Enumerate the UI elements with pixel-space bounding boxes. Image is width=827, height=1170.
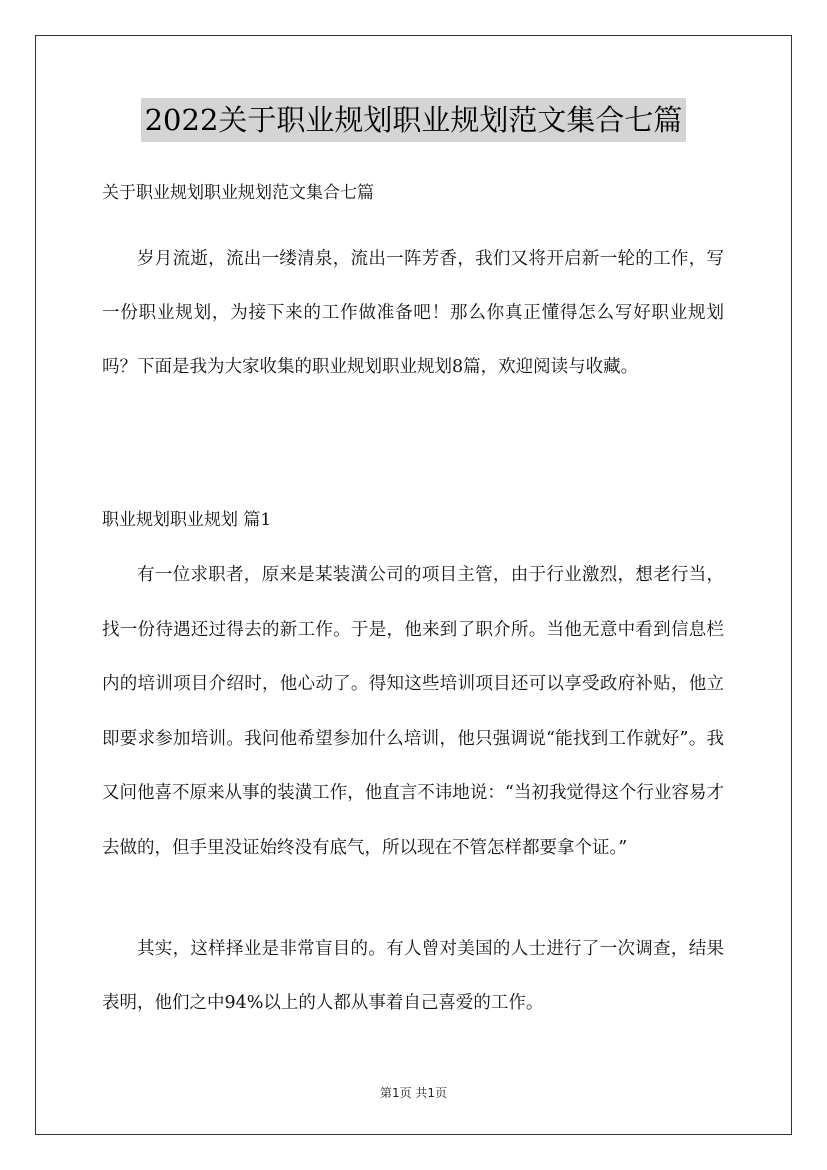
section-paragraph-1: 有一位求职者，原来是某装潢公司的项目主管，由于行业激烈，想老行当，找一份待遇还过得去的新工作。于是，他来到了职介所。当他无意中看到信息栏内的培训项目介绍时，他心动了。得知这些培训项目还可以享受政府补贴，他立即要求参加培训。我问他希望参加什么培训，他只强调说“能找到工作就好”。我又问他喜不原来从事的装潢工作，他直言不讳地说：“当初我觉得这个行业容易才去做的，但手里没证始终没有底气，所以现在不管怎样都要拿个证。”	[102, 565, 724, 858]
intro-paragraph: 岁月流逝，流出一缕清泉，流出一阵芳香，我们又将开启新一轮的工作，写一份职业规划，为接下来的工作做准备吧！那么你真正懂得怎么写好职业规划吗？下面是我为大家收集的职业规划职业规划8篇，欢迎阅读与收藏。	[102, 249, 724, 377]
section-paragraph-2: 其实，这样择业是非常盲目的。有人曾对美国的人士进行了一次调查，结果表明，他们之中94%以上的人都从事着自己喜爱的工作。	[102, 939, 724, 1013]
title-container	[0, 98, 827, 142]
document-subtitle: 关于职业规划职业规划范文集合七篇	[102, 183, 374, 203]
document-title: 2022关于职业规划职业规划范文集合七篇	[141, 98, 687, 142]
page-footer: 第1页 共1页	[379, 1086, 448, 1100]
section-heading: 职业规划职业规划 篇1	[102, 510, 272, 530]
